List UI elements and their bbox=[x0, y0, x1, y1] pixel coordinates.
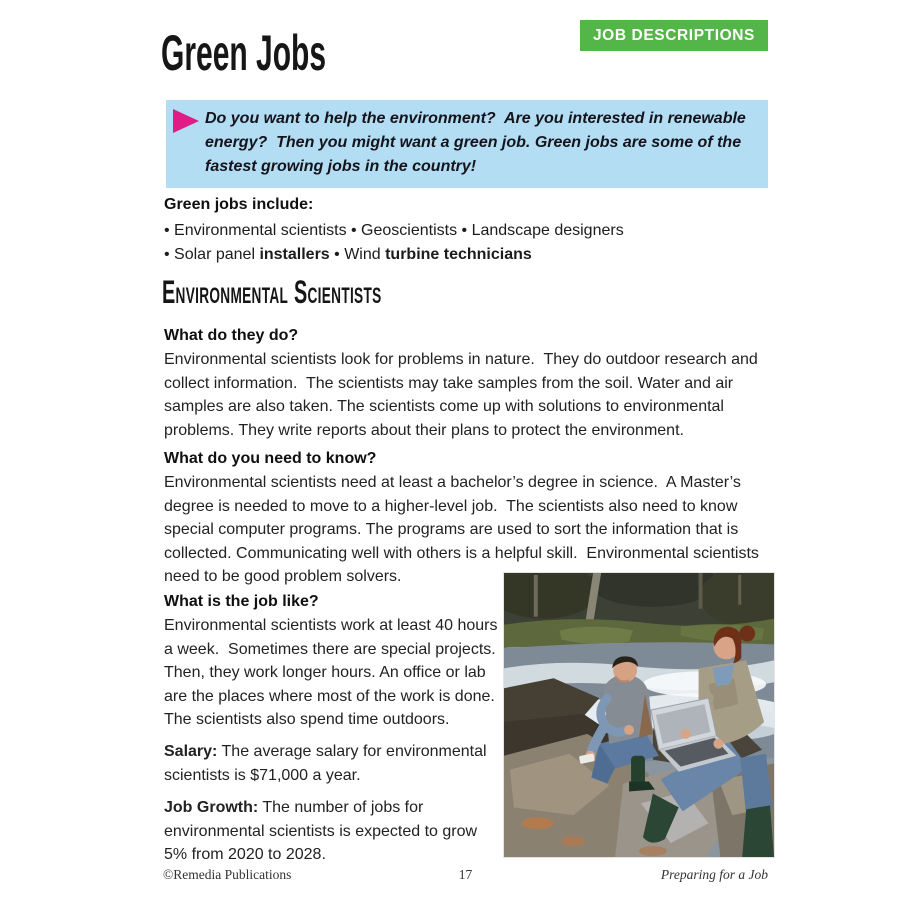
salary-block bbox=[164, 740, 502, 787]
job-descriptions-badge: JOB DESCRIPTIONS bbox=[580, 20, 768, 51]
scientists-photo bbox=[503, 572, 775, 858]
block-heading: What do they do? bbox=[164, 327, 299, 344]
intro-callout bbox=[166, 100, 768, 188]
block-heading: What is the job like? bbox=[164, 593, 319, 610]
job-growth-text: Job Growth: The number of jobs for environmental scientists is expected to grow 5% from 2020 to 2028. bbox=[164, 799, 482, 863]
block-body: Environmental scientists look for problems in nature. They do outdoor research and collect information. The scientists may take samples from the soil. Water and air samples are also taken. The scientists come up with solutions to environmental problems. They write reports about their plans to protect the environment. bbox=[164, 351, 763, 439]
what-do-you-need-to-know-block bbox=[164, 450, 786, 589]
footer-publisher: ©Remedia Publications bbox=[163, 867, 292, 882]
page-title: Green Jobs bbox=[161, 25, 327, 81]
what-is-the-job-like-block bbox=[164, 593, 506, 732]
block-heading: What do you need to know? bbox=[164, 450, 377, 467]
what-do-they-do-block bbox=[164, 327, 780, 442]
section-heading: Environmental Scientists bbox=[162, 274, 382, 310]
include-line-2: • Solar panel installers • Wind turbine technicians bbox=[164, 246, 532, 263]
intro-text: Do you want to help the environment? Are you interested in renewable energy? Then you might want a green job. Green jobs are some of the fastest growing jobs in the country! bbox=[205, 110, 751, 175]
green-jobs-include bbox=[164, 196, 776, 267]
block-body: Environmental scientists work at least 40 hours a week. Sometimes there are special projects. Then, they work longer hours. An office or lab are the places where most of the work is done. The scientists also spend time outdoors. bbox=[164, 617, 502, 728]
include-line-1: • Environmental scientists • Geoscientists • Landscape designers bbox=[164, 222, 624, 239]
footer-page-number: 17 bbox=[458, 867, 473, 882]
block-body: Environmental scientists need at least a bachelor’s degree in science. A Master’s degree is needed to move to a higher-level job. The scientists also need to know special computer programs. The programs are used to sort the information that is collected. Communicating well with others is a helpful skill. Environmental scientists need to be good problem solvers. bbox=[164, 474, 764, 585]
triangle-right-icon bbox=[173, 109, 199, 133]
job-growth-block bbox=[164, 796, 502, 867]
footer-book-title: Preparing for a Job bbox=[660, 867, 768, 882]
salary-text: Salary: The average salary for environmental scientists is $71,000 a year. bbox=[164, 743, 492, 784]
include-heading: Green jobs include: bbox=[164, 196, 314, 213]
